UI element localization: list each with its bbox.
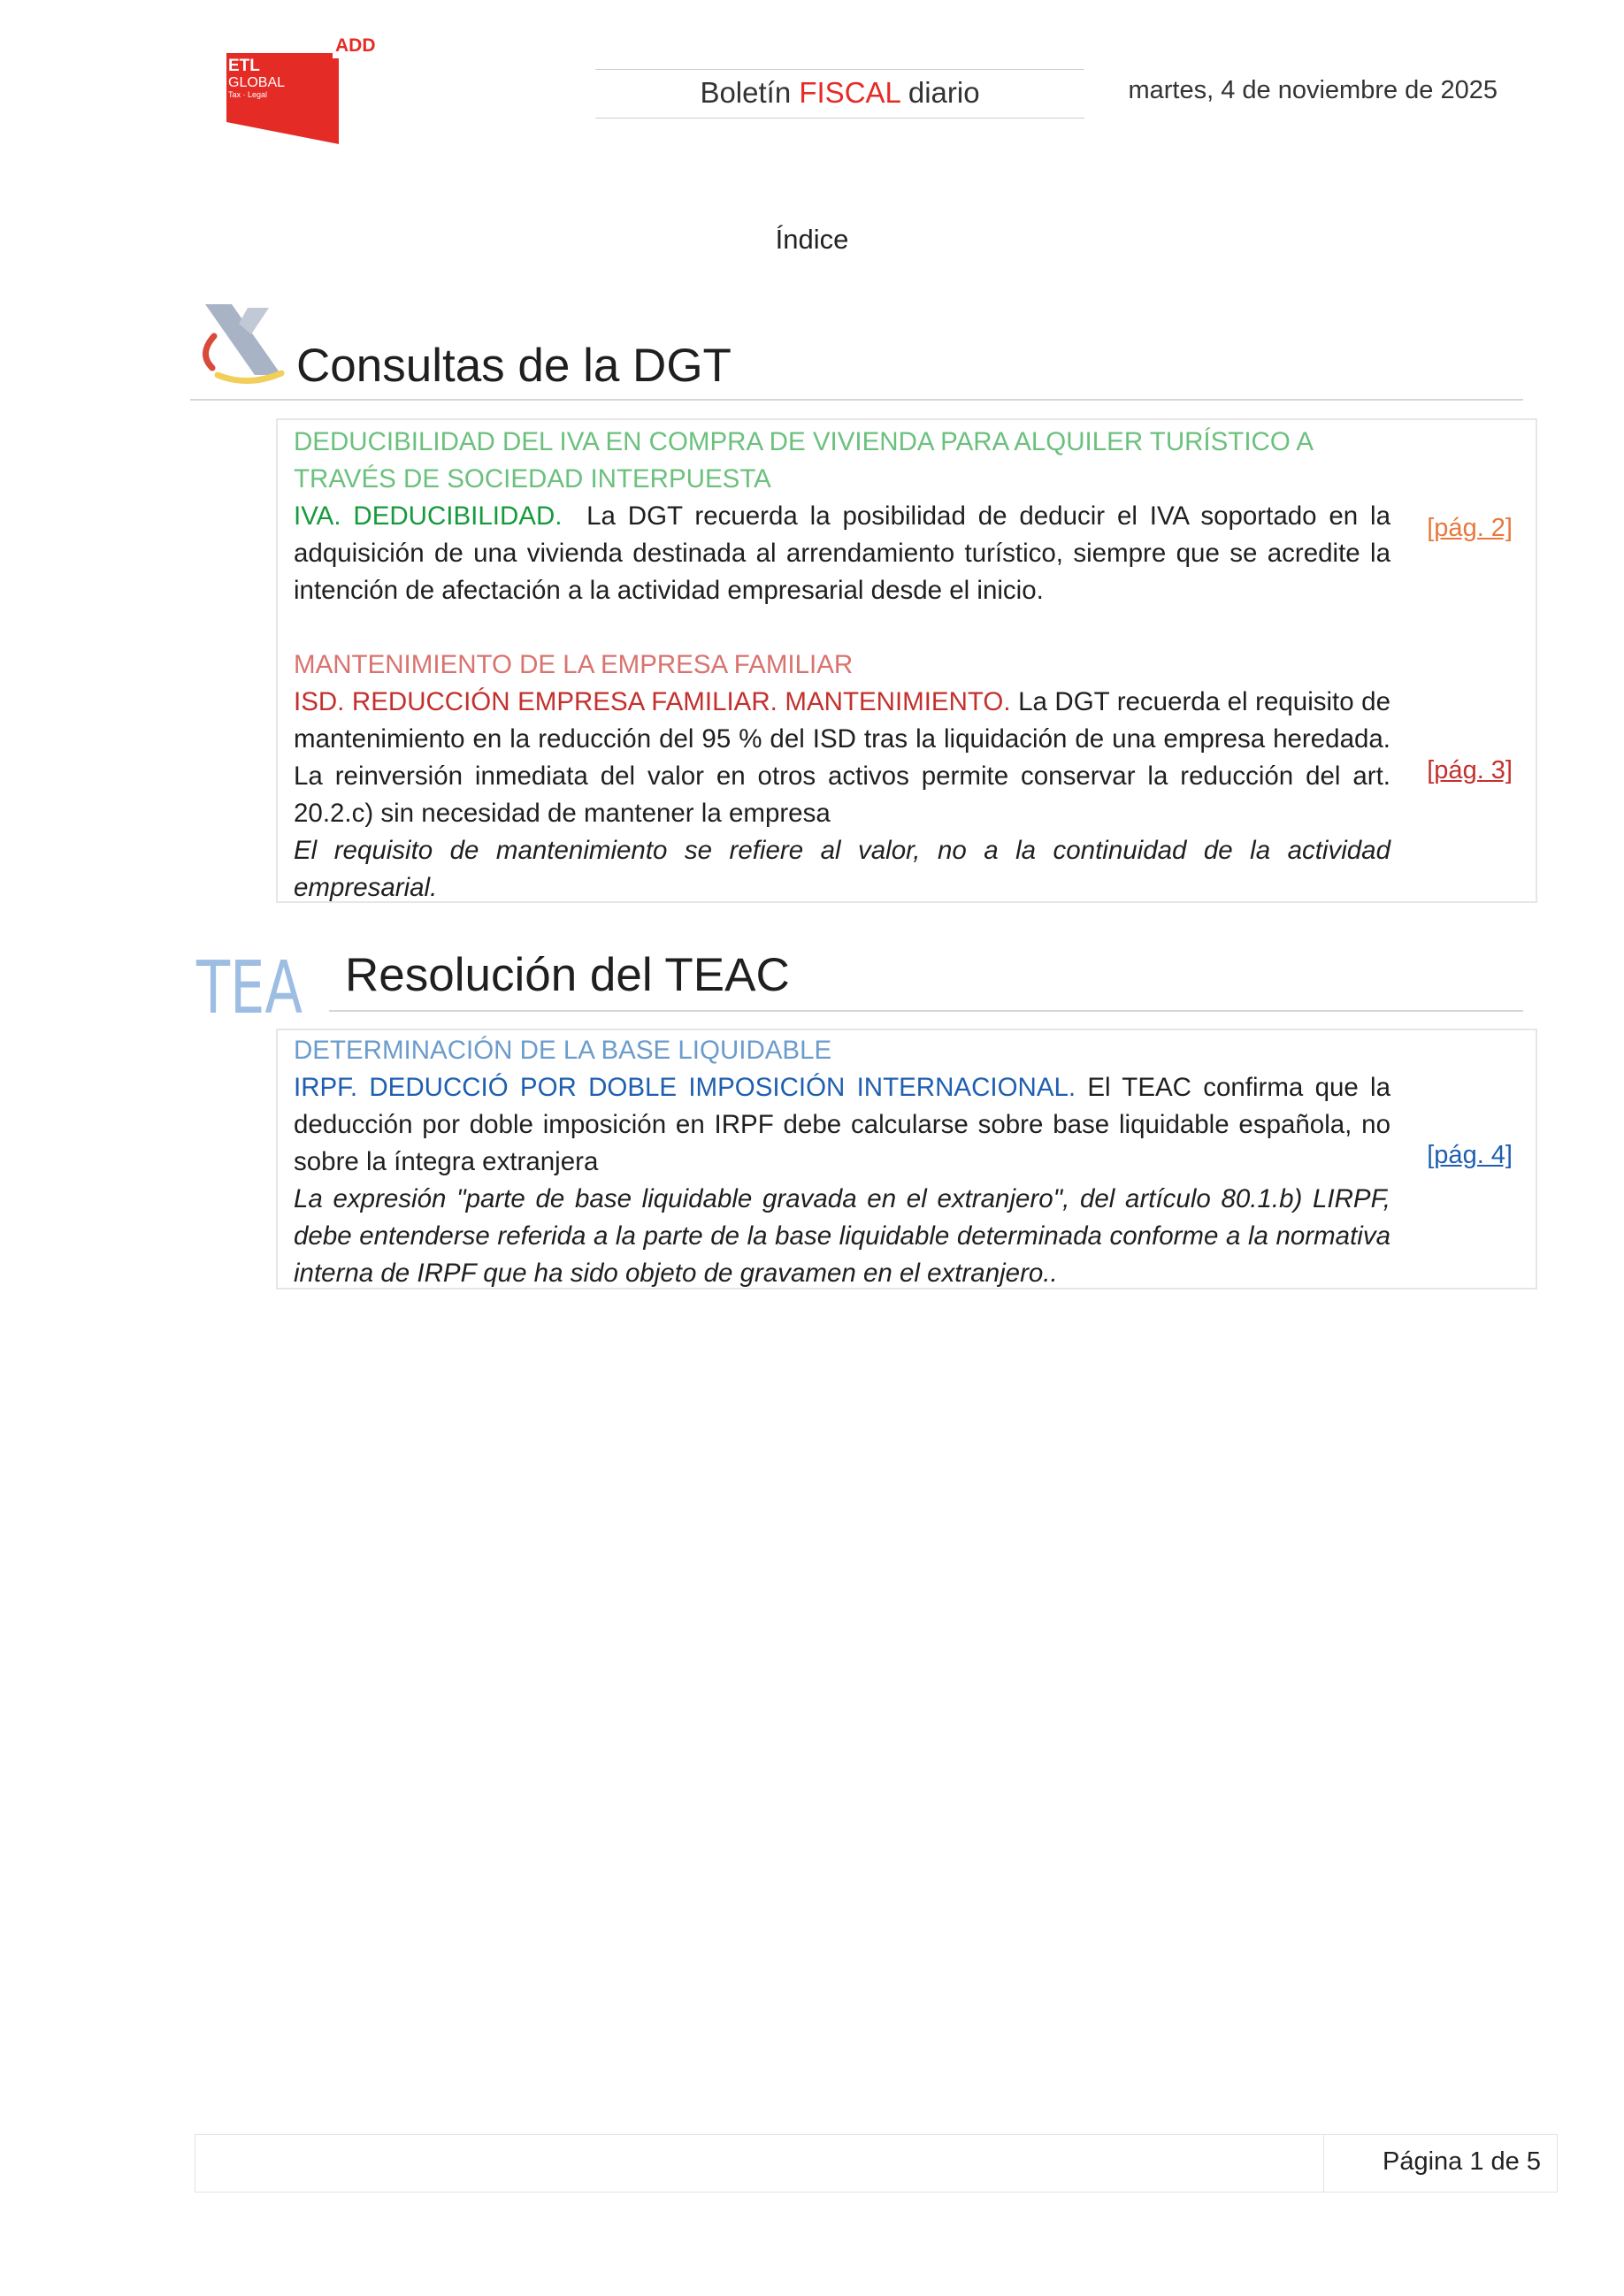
svg-text:TEA: TEA bbox=[195, 946, 303, 1030]
entry-title: DETERMINACIÓN DE LA BASE LIQUIDABLE bbox=[294, 1036, 832, 1065]
entry-summary: La DGT recuerda el requisito de mantenimiento en la reducción del 95 % del ISD tras la liquidación de una empresa heredada. La reinversión inmediata del valor en otros activos permite conservar la reducción del art. 20.2.c) sin necesidad de mantener la empresa bbox=[294, 687, 1390, 828]
page-ref-link[interactable]: [pág. 4] bbox=[1427, 1141, 1513, 1169]
entry-tag: ISD. REDUCCIÓN EMPRESA FAMILIAR. MANTENIMIENTO. bbox=[294, 687, 1011, 716]
entry-box-teac bbox=[276, 1029, 1537, 1290]
footer-divider bbox=[1323, 2135, 1324, 2192]
bulletin-date: martes, 4 de noviembre de 2025 bbox=[1128, 76, 1498, 104]
etl-global-logo bbox=[219, 34, 383, 144]
logo-global-text: GLOBAL bbox=[228, 75, 286, 90]
entry-tag: IRPF. DEDUCCIÓ POR DOBLE IMPOSICIÓN INTERNACIONAL. bbox=[294, 1073, 1076, 1102]
entry-tag: IVA. DEDUCIBILIDAD. bbox=[294, 501, 563, 531]
bulletin-title-suffix: diario bbox=[900, 76, 980, 109]
index-entry bbox=[294, 424, 1390, 609]
bulletin-title-prefix: Boletín bbox=[700, 76, 800, 109]
section-divider bbox=[329, 1010, 1523, 1012]
bulletin-title bbox=[595, 69, 1084, 119]
logo-etl-text: ETL bbox=[228, 57, 260, 75]
page-footer bbox=[195, 2134, 1558, 2193]
entry-note: El requisito de mantenimiento se refiere al valor, no a la continuidad de la actividad empresarial. bbox=[294, 836, 1390, 902]
entry-title: DEDUCIBILIDAD DEL IVA EN COMPRA DE VIVIENDA PARA ALQUILER TURÍSTICO A TRAVÉS DE SOCIEDAD INTERPUESTA bbox=[294, 427, 1313, 494]
entry-note: La expresión "parte de base liquidable gravada en el extranjero", del artículo 80.1.b) LIRPF, debe entenderse referida a la parte de la base liquidable determinada conforme a la normativa interna de IRPF que ha sido objeto de gravamen en el extranjero.. bbox=[294, 1184, 1390, 1288]
entry-summary: El TEAC confirma que la deducción por doble imposición en IRPF debe calcularse sobre base liquidable española, no sobre la íntegra extranjera bbox=[294, 1073, 1390, 1176]
page-ref-link[interactable]: [pág. 2] bbox=[1427, 514, 1513, 542]
entry-title: MANTENIMIENTO DE LA EMPRESA FAMILIAR bbox=[294, 650, 854, 679]
index-title: Índice bbox=[775, 224, 849, 255]
logo-taxlegal-text: Tax · Legal bbox=[228, 90, 268, 99]
index-entry bbox=[294, 647, 1390, 907]
page-ref-link[interactable]: [pág. 3] bbox=[1427, 756, 1513, 784]
bulletin-title-fiscal: FISCAL bbox=[799, 76, 900, 109]
section-divider bbox=[190, 399, 1523, 401]
agencia-tributaria-icon bbox=[196, 299, 285, 388]
index-entry bbox=[294, 1032, 1390, 1292]
logo-add-text: ADD bbox=[335, 35, 376, 56]
teac-icon bbox=[195, 946, 304, 1030]
section-heading-teac: Resolución del TEAC bbox=[345, 949, 790, 1001]
page-number: Página 1 de 5 bbox=[1383, 2147, 1541, 2176]
entry-summary: La DGT recuerda la posibilidad de deducir el IVA soportado en la adquisición de una vivienda destinada al arrendamiento turístico, siempre que se acredite la intención de afectación a la actividad empresarial desde el inicio. bbox=[294, 501, 1390, 605]
entry-box-dgt bbox=[276, 418, 1537, 903]
section-heading-dgt: Consultas de la DGT bbox=[296, 340, 732, 392]
